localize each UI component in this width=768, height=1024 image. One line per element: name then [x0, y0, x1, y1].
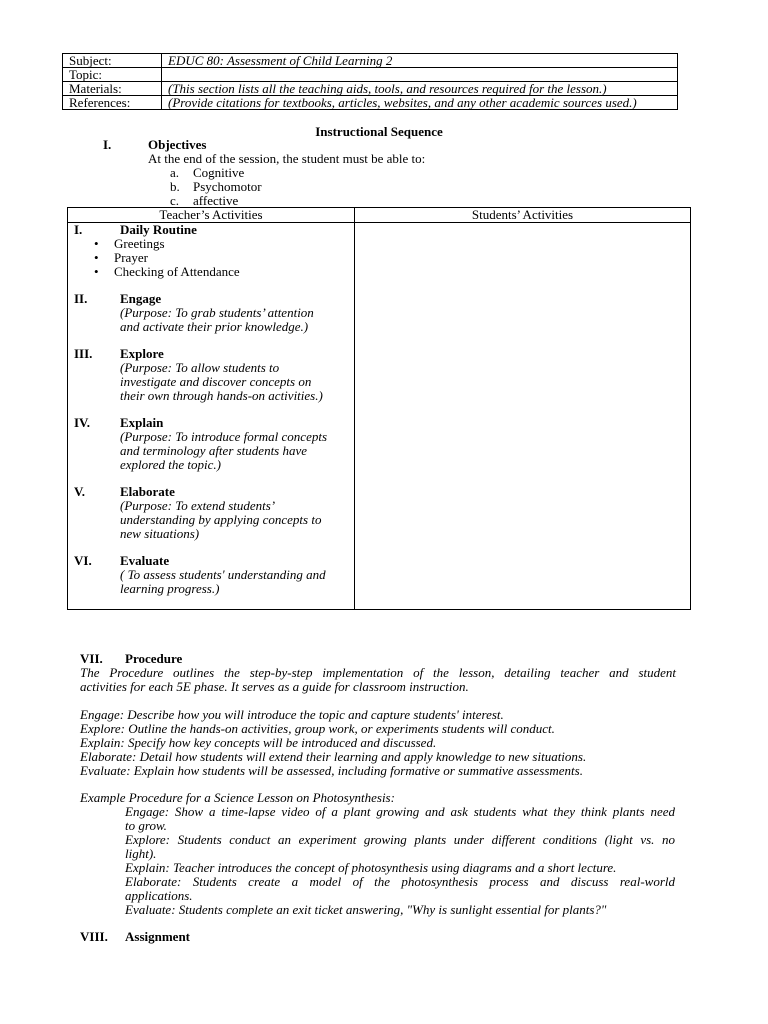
objectives-intro: At the end of the session, the student must be able to: — [148, 151, 426, 166]
section-title: Evaluate — [120, 553, 170, 568]
section-title: Explain — [120, 415, 164, 430]
example-elaborate-line: applications. — [125, 888, 193, 903]
teacher-activities-cell — [68, 223, 355, 610]
objective-psychomotor: Psychomotor — [193, 179, 262, 194]
evaluate-section — [74, 554, 354, 596]
elaborate-section — [74, 485, 354, 541]
purpose-line: their own through hands-on activities.) — [120, 388, 323, 403]
objective-affective: affective — [193, 193, 239, 208]
section-number: I. — [74, 222, 83, 237]
subject-row — [63, 54, 678, 68]
section-number: VI. — [74, 553, 92, 568]
purpose-line: new situations) — [120, 526, 200, 541]
objective-mark-b: b. — [170, 179, 180, 194]
section-title: Daily Routine — [120, 222, 197, 237]
example-elaborate-line: Elaborate: Students create a model of the photosynthesis process and discuss real-world — [125, 874, 675, 889]
example-explore-line: light). — [125, 846, 157, 861]
subject-label: Subject: — [63, 54, 162, 68]
guide-engage: Engage: Describe how you will introduce the topic and capture students' interest. — [80, 707, 504, 722]
section-title: Explore — [120, 346, 164, 361]
purpose-line: explored the topic.) — [120, 457, 221, 472]
objective-cognitive: Cognitive — [193, 165, 245, 180]
example-procedure — [125, 805, 675, 917]
subject-value: EDUC 80: Assessment of Child Learning 2 — [162, 54, 678, 68]
topic-value — [162, 68, 678, 82]
example-evaluate-line: Evaluate: Students complete an exit ticket answering, "Why is sunlight essential for plants?" — [125, 902, 607, 917]
section-title: Elaborate — [120, 484, 175, 499]
references-label: References: — [63, 96, 162, 110]
phase-guides — [80, 708, 586, 778]
purpose-line: and terminology after students have — [120, 443, 308, 458]
purpose-line: (Purpose: To introduce formal concepts — [120, 429, 328, 444]
students-activities-header: Students’ Activities — [355, 208, 691, 223]
students-activities-cell — [355, 223, 691, 610]
activities-table — [67, 207, 691, 610]
explore-section — [74, 347, 354, 403]
references-row — [63, 96, 678, 110]
example-engage-line: Engage: Show a time-lapse video of a plant growing and ask students what they think plants need — [125, 804, 675, 819]
routine-prayer: • Prayer — [68, 251, 354, 265]
section-number: V. — [74, 484, 85, 499]
guide-explore: Explore: Outline the hands-on activities, group work, or experiments students will conduct. — [80, 721, 555, 736]
procedure-intro-line: The Procedure outlines the step-by-step implementation of the lesson, detailing teacher and student — [80, 665, 676, 680]
objectives-title: Objectives — [148, 137, 207, 152]
guide-elaborate: Elaborate: Detail how students will extend their learning and apply knowledge to new situations. — [80, 749, 587, 764]
guide-explain: Explain: Specify how key concepts will be introduced and discussed. — [80, 735, 437, 750]
instructional-sequence-title: Instructional Sequence — [315, 124, 443, 139]
section-title: Engage — [120, 291, 162, 306]
example-engage-line: to grow. — [125, 818, 167, 833]
section-number: III. — [74, 346, 93, 361]
procedure-intro-line: activities for each 5E phase. It serves as a guide for classroom instruction. — [80, 679, 469, 694]
routine-attendance: • Checking of Attendance — [68, 265, 354, 279]
topic-label: Topic: — [63, 68, 162, 82]
materials-label: Materials: — [63, 82, 162, 96]
topic-row — [63, 68, 678, 82]
routine-greetings: • Greetings — [68, 237, 354, 251]
procedure-title: Procedure — [125, 651, 183, 666]
objectives-number: I. — [103, 137, 112, 152]
daily-routine-section — [74, 223, 354, 279]
materials-row — [63, 82, 678, 96]
section-number: IV. — [74, 415, 91, 430]
example-title: Example Procedure for a Science Lesson on Photosynthesis: — [80, 790, 395, 805]
teacher-activities-header: Teacher’s Activities — [68, 208, 355, 223]
references-value: (Provide citations for textbooks, articles, websites, and any other academic sources used.) — [162, 96, 678, 110]
purpose-line: (Purpose: To grab students’ attention — [120, 305, 314, 320]
assignment-number: VIII. — [80, 929, 108, 944]
explain-section — [74, 416, 354, 472]
lesson-info-table — [62, 53, 678, 110]
section-number: II. — [74, 291, 88, 306]
procedure-number: VII. — [80, 651, 103, 666]
example-explore-line: Explore: Students conduct an experiment growing plants under different conditions (light vs. no — [125, 832, 675, 847]
objective-mark-a: a. — [170, 165, 180, 180]
assignment-title: Assignment — [125, 929, 191, 944]
guide-evaluate: Evaluate: Explain how students will be assessed, including formative or summative assessments. — [80, 763, 583, 778]
engage-section — [74, 292, 354, 334]
purpose-line: learning progress.) — [120, 581, 220, 596]
objective-mark-c: c. — [170, 193, 180, 208]
purpose-line: ( To assess students' understanding and — [120, 567, 326, 582]
purpose-line: investigate and discover concepts on — [120, 374, 312, 389]
procedure-intro — [80, 666, 676, 694]
materials-value: (This section lists all the teaching aids, tools, and resources required for the lesson.) — [162, 82, 678, 96]
purpose-line: (Purpose: To allow students to — [120, 360, 280, 375]
example-explain-line: Explain: Teacher introduces the concept of photosynthesis using diagrams and a short lecture. — [125, 860, 617, 875]
purpose-line: understanding by applying concepts to — [120, 512, 322, 527]
purpose-line: (Purpose: To extend students’ — [120, 498, 276, 513]
purpose-line: and activate their prior knowledge.) — [120, 319, 309, 334]
